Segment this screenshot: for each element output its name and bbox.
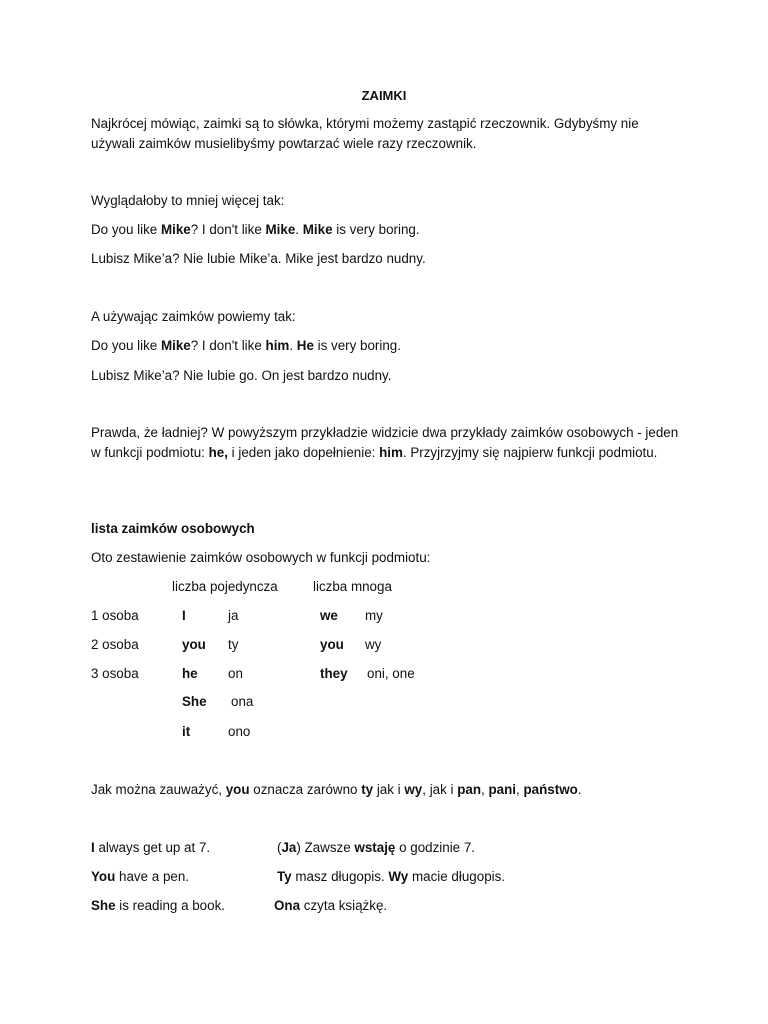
table-plural-pl: wy: [365, 637, 382, 652]
table-singular-en: he: [182, 666, 198, 681]
explanation-paragraph: Prawda, że ładniej? W powyższym przykładzie widzicie dwa przykłady zaimków osobowych - jeden w funkcji podmiotu: he, i jeden jako dopełnienie: him. Przyjrzyjmy się najpierw funkcji podmiotu.: [91, 425, 679, 460]
example-sentence-english: She is reading a book.: [91, 898, 225, 913]
table-plural-pl: oni, one: [367, 666, 415, 681]
intro-paragraph: Najkrócej mówiąc, zaimki są to słówka, którymi możemy zastąpić rzeczownik. Gdybyśmy nie używali zaimków musielibyśmy powtarzać wiele razy rzeczownik.: [91, 116, 639, 151]
example-sentence-polish: (Ja) Zawsze wstaję o godzinie 7.: [277, 840, 476, 855]
table-plural-en: they: [320, 666, 348, 681]
table-singular-pl: on: [228, 666, 243, 681]
example-sentence-english: I always get up at 7.: [91, 840, 211, 855]
table-plural-pl: my: [365, 608, 383, 623]
you-usage-note: Jak można zauważyć, you oznacza zarówno ty jak i wy, jak i pan, pani, państwo.: [91, 782, 582, 797]
table-singular-en: I: [182, 608, 186, 623]
example-sentence-english: You have a pen.: [91, 869, 190, 884]
column-header-singular: liczba pojedyncza: [172, 579, 278, 594]
column-header-plural: liczba mnoga: [313, 579, 392, 594]
table-singular-en: it: [182, 724, 191, 739]
table-person: 2 osoba: [91, 637, 139, 652]
with-pronouns-heading: A używając zaimków powiemy tak:: [91, 309, 296, 324]
table-singular-en: you: [182, 637, 206, 652]
example-sentence-polish: Ty masz długopis. Wy macie długopis.: [277, 869, 506, 884]
example-1-english: Do you like Mike? I don't like Mike. Mike is very boring.: [91, 222, 420, 237]
table-singular-pl: ty: [228, 637, 239, 652]
example-1-polish: Lubisz Mike’a? Nie lubie Mike’a. Mike jest bardzo nudny.: [91, 251, 426, 266]
example-sentence-polish: Ona czyta książkę.: [274, 898, 388, 913]
pronoun-list-heading: lista zaimków osobowych: [91, 521, 255, 536]
table-person: 3 osoba: [91, 666, 139, 681]
table-person: 1 osoba: [91, 608, 139, 623]
table-plural-en: we: [320, 608, 338, 623]
table-singular-pl: ono: [228, 724, 251, 739]
pronoun-list-intro: Oto zestawienie zaimków osobowych w funkcji podmiotu:: [91, 550, 431, 565]
without-pronouns-heading: Wyglądałoby to mniej więcej tak:: [91, 193, 285, 208]
example-2-polish: Lubisz Mike’a? Nie lubie go. On jest bardzo nudny.: [91, 368, 392, 383]
document-title: ZAIMKI: [361, 88, 407, 103]
example-2-english: Do you like Mike? I don't like him. He is very boring.: [91, 338, 401, 353]
table-plural-en: you: [320, 637, 344, 652]
table-singular-en: She: [182, 694, 207, 709]
table-singular-pl: ja: [228, 608, 239, 623]
table-singular-pl: ona: [231, 694, 254, 709]
